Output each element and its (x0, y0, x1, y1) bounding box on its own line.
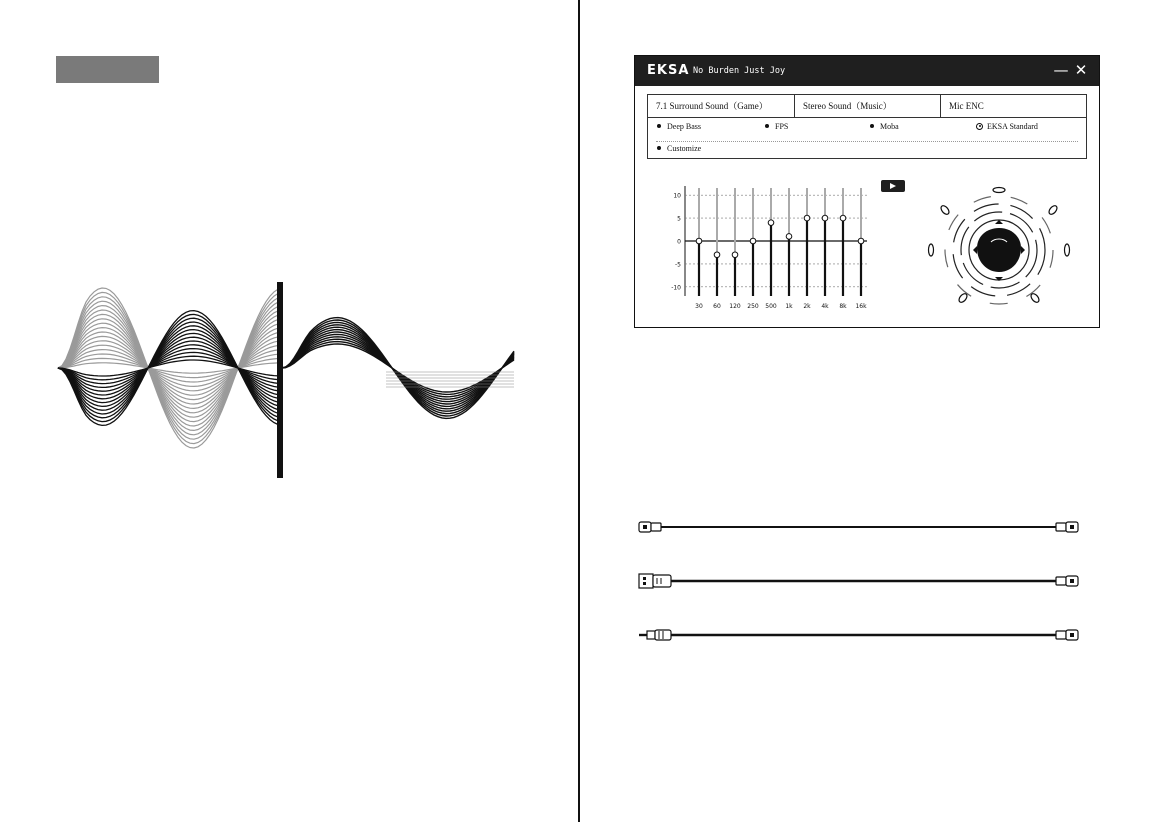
speaker-side-left-icon (929, 244, 934, 256)
eq-y-tick-label: -5 (675, 261, 681, 269)
eq-slider-knob-4k[interactable] (822, 215, 828, 221)
eq-band-label: 250 (747, 303, 759, 310)
brand-tagline: No Burden Just Joy (693, 66, 786, 76)
eq-band-label: 1k (785, 303, 793, 310)
cable-usb-c-to-usb-c (638, 517, 1082, 537)
eq-slider-knob-16k[interactable] (858, 238, 864, 244)
bullet-icon (765, 124, 769, 128)
eq-slider-knob-250[interactable] (750, 238, 756, 244)
eq-slider-knob-30[interactable] (696, 238, 702, 244)
eq-slider-knob-60[interactable] (714, 252, 720, 258)
preset-label: FPS (775, 122, 789, 131)
radio-selected-icon (976, 123, 983, 130)
eq-y-tick-label: 5 (677, 215, 681, 223)
tab-surround-game[interactable]: 7.1 Surround Sound（Game） (656, 101, 768, 111)
mode-tabs (647, 94, 1087, 118)
eq-slider-knob-500[interactable] (768, 220, 774, 226)
preset-label: Deep Bass (667, 122, 701, 131)
cable-3-5mm-to-usb-c (638, 625, 1082, 645)
preset-fps[interactable] (765, 121, 788, 133)
preset-moba[interactable] (870, 121, 899, 133)
eq-band-label: 8k (839, 303, 847, 310)
minimize-icon[interactable]: — (1053, 61, 1069, 79)
eq-slider-knob-1k[interactable] (786, 234, 792, 240)
sound-wave-illustration (56, 282, 518, 478)
bullet-icon (657, 124, 661, 128)
speaker-front-right-icon (1047, 204, 1058, 216)
speaker-side-right-icon (1065, 244, 1070, 256)
surround-sound-visualizer (925, 186, 1075, 306)
eq-band-label: 60 (713, 303, 721, 310)
speaker-front-left-icon (939, 204, 950, 216)
tab-stereo-music[interactable]: Stereo Sound（Music） (794, 95, 940, 117)
titlebar (635, 56, 1099, 86)
preset-customize[interactable] (657, 143, 701, 155)
equalizer (655, 176, 875, 316)
eq-band-label: 120 (729, 303, 741, 310)
eq-band-label: 30 (695, 303, 703, 310)
preset-divider (656, 141, 1078, 142)
brand-logo: EKSA (647, 63, 690, 78)
wave-center-bar (277, 282, 283, 478)
eksa-app-window (634, 55, 1100, 328)
preset-eksa-standard[interactable] (976, 121, 1038, 133)
eq-slider-knob-120[interactable] (732, 252, 738, 258)
tab-mic-enc[interactable]: Mic ENC (940, 95, 1086, 117)
eq-y-tick-label: 10 (673, 192, 681, 200)
preset-deep-bass[interactable] (657, 121, 701, 133)
eq-slider-knob-8k[interactable] (840, 215, 846, 221)
wave-line-light (58, 288, 278, 448)
preset-label: Moba (880, 122, 899, 131)
right-page (580, 0, 1157, 822)
eq-band-label: 4k (821, 303, 829, 310)
wave-line-dark-right (282, 318, 514, 419)
preset-label: Customize (667, 144, 702, 153)
wave-line-light (58, 297, 278, 439)
speaker-front-center-icon (993, 188, 1005, 193)
play-icon[interactable] (881, 180, 905, 192)
cable-usb-a-to-usb-c (638, 570, 1082, 592)
eq-y-tick-label: -10 (671, 284, 681, 292)
eq-band-label: 2k (803, 303, 811, 310)
eq-slider-knob-2k[interactable] (804, 215, 810, 221)
head-icon (977, 228, 1021, 272)
preset-label: EKSA Standard (987, 122, 1038, 131)
left-page (0, 0, 578, 822)
eq-band-label: 16k (855, 303, 867, 310)
bullet-icon (657, 146, 661, 150)
preset-panel (647, 116, 1087, 159)
bullet-icon (870, 124, 874, 128)
speaker-rear-right-icon (1029, 292, 1040, 304)
eq-band-label: 500 (765, 303, 777, 310)
close-icon[interactable]: ✕ (1074, 61, 1088, 79)
speaker-rear-left-icon (957, 292, 968, 304)
eq-y-tick-label: 0 (677, 238, 681, 246)
section-label-block (56, 56, 159, 83)
